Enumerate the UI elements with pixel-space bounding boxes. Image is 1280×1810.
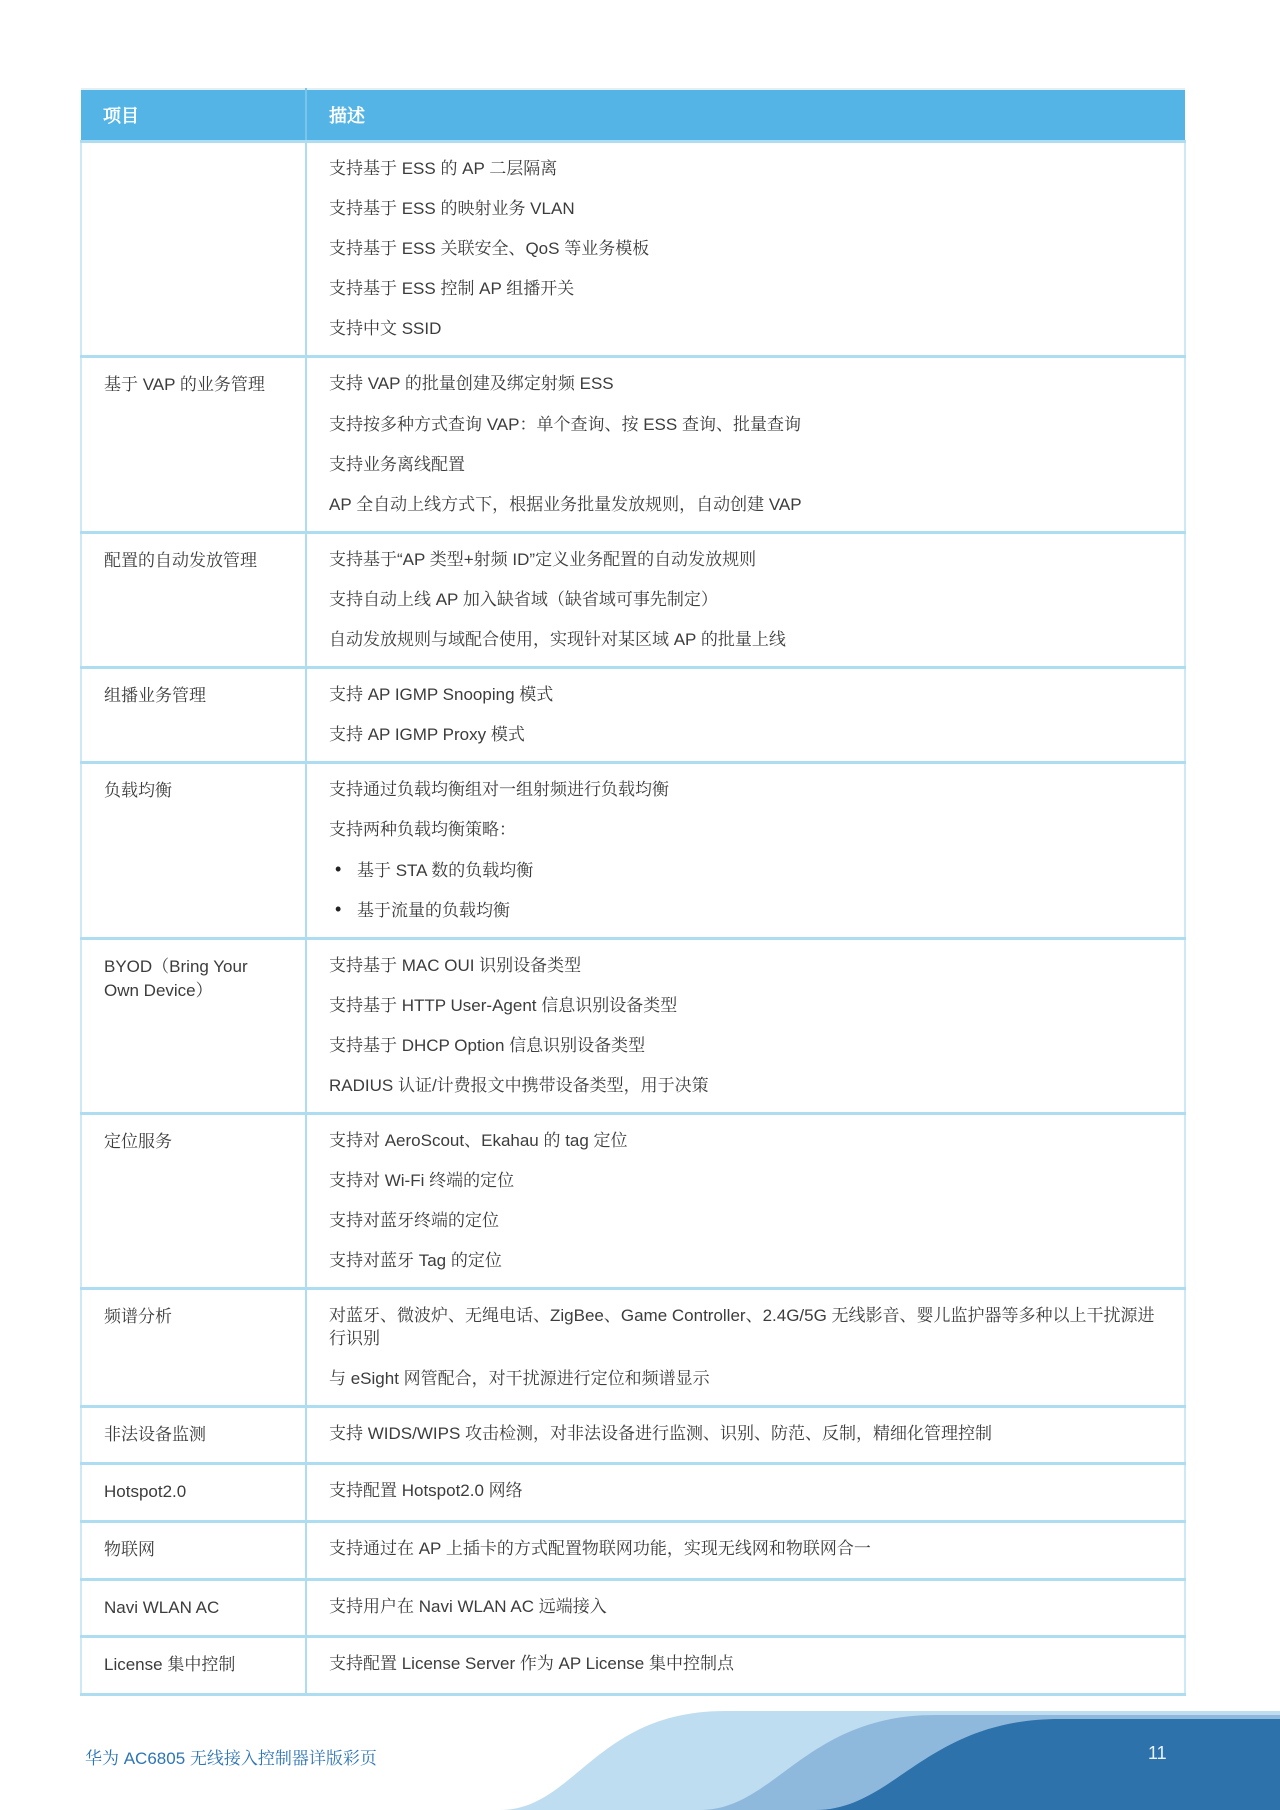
item-label xyxy=(104,149,283,167)
item-label: 非法设备监测 xyxy=(104,1424,206,1444)
column-header-description: 描述 xyxy=(306,89,1185,142)
item-label: BYOD（Bring Your Own Device） xyxy=(104,956,248,1001)
description-line: 支持基于 HTTP User-Agent 信息识别设备类型 xyxy=(329,995,678,1015)
item-cell xyxy=(81,1289,306,1406)
item-cell xyxy=(81,1522,306,1580)
item-cell xyxy=(81,1579,306,1637)
table-header xyxy=(81,89,1185,142)
table-row xyxy=(81,532,1185,667)
description-cell xyxy=(306,357,1185,532)
description-line: 支持对 Wi-Fi 终端的定位 xyxy=(329,1171,515,1191)
item-cell xyxy=(81,1114,306,1289)
description-line: 支持基于 ESS 的映射业务 VLAN xyxy=(329,199,575,219)
description-line: 支持通过在 AP 上插卡的方式配置物联网功能，实现无线网和物联网合一 xyxy=(329,1539,871,1558)
description-cell xyxy=(306,532,1185,667)
table-row xyxy=(81,1406,1185,1464)
description-line: 自动发放规则与域配合使用，实现针对某区域 AP 的批量上线 xyxy=(329,630,786,650)
description-line: 支持基于 ESS 关联安全、QoS 等业务模板 xyxy=(329,239,650,259)
table-row xyxy=(81,1289,1185,1406)
description-bullet-line: • 基于 STA 数的负载均衡 xyxy=(329,851,1162,891)
item-label: 物联网 xyxy=(104,1540,155,1559)
description-line: 支持按多种方式查询 VAP：单个查询、按 ESS 查询、批量查询 xyxy=(329,414,801,434)
description-cell xyxy=(306,668,1185,763)
item-cell xyxy=(81,1464,306,1522)
description-line: 支持通过负载均衡组对一组射频进行负载均衡 xyxy=(329,780,669,800)
description-line: RADIUS 认证/计费报文中携带设备类型，用于决策 xyxy=(329,1075,709,1095)
description-cell xyxy=(306,142,1185,357)
table-row xyxy=(81,142,1185,357)
description-line: 支持基于 ESS 控制 AP 组播开关 xyxy=(329,279,575,299)
description-line: 支持自动上线 AP 加入缺省域（缺省域可事先制定） xyxy=(329,589,718,609)
description-cell xyxy=(306,938,1185,1113)
item-label: Hotspot2.0 xyxy=(104,1482,187,1502)
item-label: Navi WLAN AC xyxy=(104,1597,220,1617)
description-line: 支持对蓝牙 Tag 的定位 xyxy=(329,1251,502,1271)
description-bullet-line: • 基于流量的负载均衡 xyxy=(329,891,1162,931)
table-row xyxy=(81,1637,1185,1695)
item-label: 配置的自动发放管理 xyxy=(104,550,257,570)
item-cell xyxy=(81,142,306,357)
item-cell xyxy=(81,532,306,667)
description-line: 支持 AP IGMP Proxy 模式 xyxy=(329,725,525,745)
description-line: 支持对 AeroScout、Ekahau 的 tag 定位 xyxy=(329,1131,628,1151)
column-header-item: 项目 xyxy=(81,89,306,142)
description-line: 支持基于 MAC OUI 识别设备类型 xyxy=(329,955,582,975)
description-line: 与 eSight 网管配合，对干扰源进行定位和频谱显示 xyxy=(329,1368,710,1388)
item-cell xyxy=(81,357,306,532)
item-label: 组播业务管理 xyxy=(104,686,206,706)
table-header-row xyxy=(81,89,1185,142)
table-row xyxy=(81,938,1185,1113)
description-cell xyxy=(306,1637,1185,1695)
description-line: 支持两种负载均衡策略： xyxy=(329,820,516,840)
description-line: 支持 AP IGMP Snooping 模式 xyxy=(329,685,554,705)
item-label: 负载均衡 xyxy=(104,781,172,801)
description-line: 支持基于 DHCP Option 信息识别设备类型 xyxy=(329,1035,646,1055)
item-label: License 集中控制 xyxy=(104,1655,236,1675)
description-cell xyxy=(306,1406,1185,1464)
item-cell xyxy=(81,763,306,938)
description-line: 支持基于“AP 类型+射频 ID”定义业务配置的自动发放规则 xyxy=(329,549,757,569)
table-row xyxy=(81,668,1185,763)
item-cell xyxy=(81,1637,306,1695)
description-line: 支持用户在 Navi WLAN AC 远端接入 xyxy=(329,1596,607,1616)
description-cell xyxy=(306,1289,1185,1406)
description-cell xyxy=(306,1114,1185,1289)
description-line: AP 全自动上线方式下，根据业务批量发放规则，自动创建 VAP xyxy=(329,494,802,514)
page-number: 11 xyxy=(1148,1743,1167,1763)
description-cell xyxy=(306,1522,1185,1580)
item-cell xyxy=(81,668,306,763)
item-label: 基于 VAP 的业务管理 xyxy=(104,375,265,395)
description-line: 支持业务离线配置 xyxy=(329,454,465,474)
table-row xyxy=(81,1464,1185,1522)
description-line: 支持 WIDS/WIPS 攻击检测，对非法设备进行监测、识别、防范、反制，精细化管理控制 xyxy=(329,1423,992,1443)
item-cell xyxy=(81,938,306,1113)
description-cell xyxy=(306,1579,1185,1637)
table-row xyxy=(81,357,1185,532)
table-row xyxy=(81,763,1185,938)
item-label: 频谱分析 xyxy=(104,1307,172,1327)
description-line: 支持对蓝牙终端的定位 xyxy=(329,1211,499,1231)
item-label: 定位服务 xyxy=(104,1132,172,1152)
footer-document-title: 华为 AC6805 无线接入控制器详版彩页 xyxy=(85,1749,377,1768)
description-line: 支持中文 SSID xyxy=(329,319,442,339)
description-cell xyxy=(306,763,1185,938)
table-row xyxy=(81,1522,1185,1580)
description-line: 支持配置 Hotspot2.0 网络 xyxy=(329,1481,523,1501)
description-line: 对蓝牙、微波炉、无绳电话、ZigBee、Game Controller、2.4G/5G 无线影音、婴儿监护器等多种以上干扰源进行识别 xyxy=(329,1306,1155,1348)
description-cell xyxy=(306,1464,1185,1522)
table-row xyxy=(81,1114,1185,1289)
description-line: 支持 VAP 的批量创建及绑定射频 ESS xyxy=(329,374,614,394)
table-body xyxy=(81,142,1185,1695)
table-row xyxy=(81,1579,1185,1637)
description-line: 支持基于 ESS 的 AP 二层隔离 xyxy=(329,159,558,178)
feature-table xyxy=(80,88,1186,1696)
item-cell xyxy=(81,1406,306,1464)
description-line: 支持配置 License Server 作为 AP License 集中控制点 xyxy=(329,1654,734,1674)
